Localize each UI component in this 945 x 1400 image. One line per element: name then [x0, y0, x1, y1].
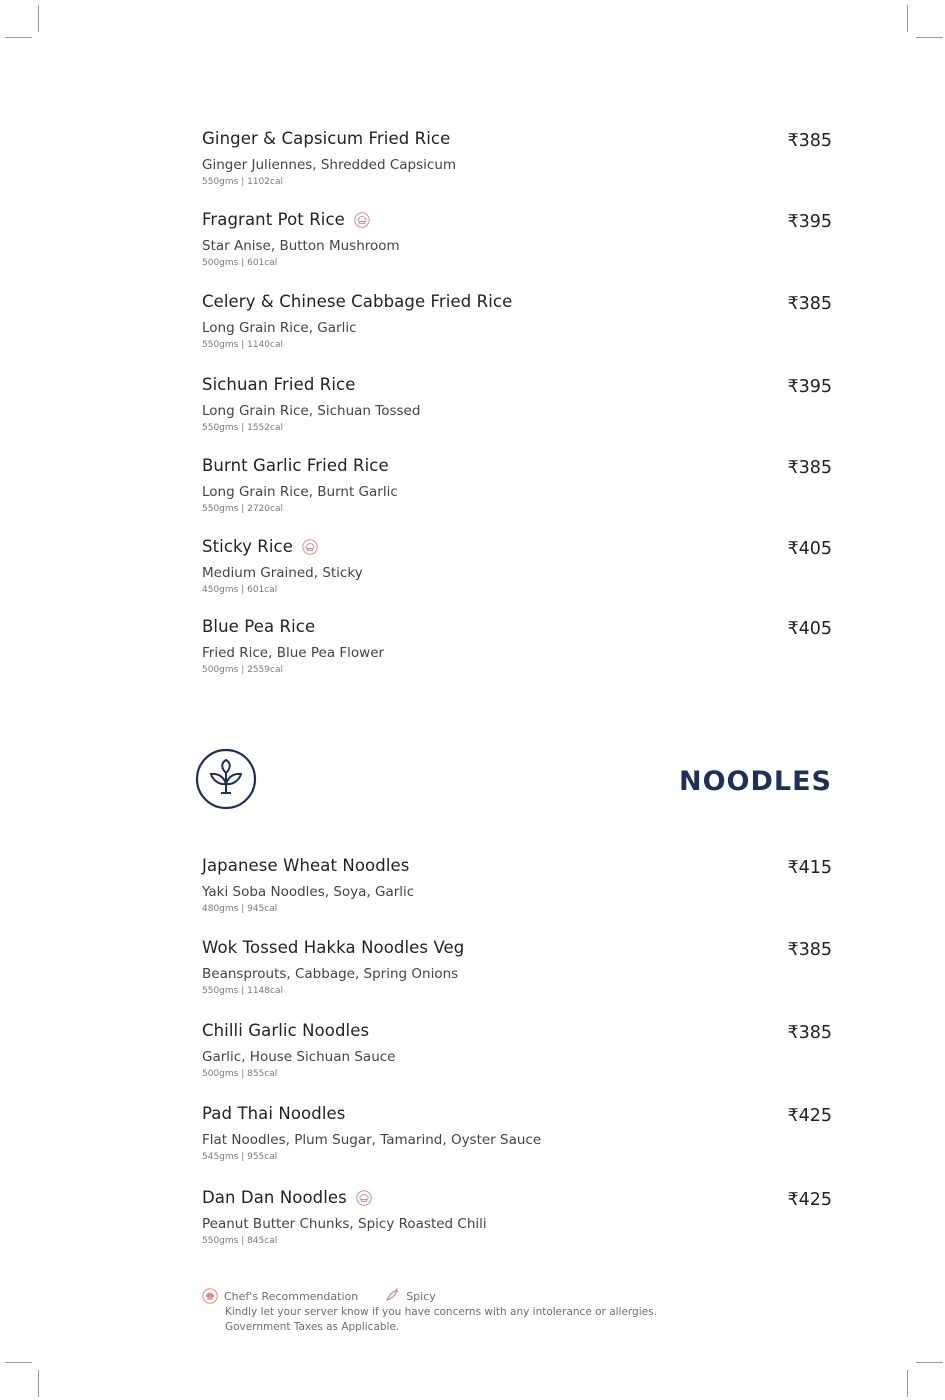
item-nutrition: 545gms | 955cal: [202, 1152, 278, 1162]
item-nutrition: 550gms | 1140cal: [202, 340, 283, 350]
crop-mark: [38, 5, 39, 32]
item-name-text: Dan Dan Noodles: [202, 1188, 347, 1207]
item-name: [202, 292, 832, 312]
item-description: Star Anise, Button Mushroom: [202, 238, 400, 254]
item-nutrition: 500gms | 855cal: [202, 1069, 278, 1079]
item-price: ₹415: [787, 858, 832, 878]
legend-spicy-label: Spicy: [406, 1289, 436, 1303]
item-name: [202, 1104, 832, 1124]
legend-chef-label: Chef's Recommendation: [224, 1289, 359, 1303]
chef-hat-icon: [354, 212, 370, 228]
crop-mark: [5, 1362, 32, 1363]
menu-item: [202, 375, 832, 434]
crop-mark: [916, 1362, 943, 1363]
item-name-text: Celery & Chinese Cabbage Fried Rice: [202, 292, 513, 311]
item-nutrition: 550gms | 1102cal: [202, 177, 283, 187]
menu-item: [202, 938, 832, 997]
leaf-circle-icon: [195, 748, 257, 810]
item-description: Long Grain Rice, Garlic: [202, 320, 357, 336]
tax-note: Government Taxes as Applicable.: [225, 1321, 400, 1333]
item-name-text: Pad Thai Noodles: [202, 1104, 346, 1123]
item-name-text: Japanese Wheat Noodles: [202, 856, 410, 875]
item-price: ₹395: [787, 377, 832, 397]
item-name-text: Burnt Garlic Fried Rice: [202, 456, 389, 475]
menu-item: [202, 210, 832, 269]
item-price: ₹385: [787, 1023, 832, 1043]
item-price: ₹385: [787, 131, 832, 151]
crop-mark: [5, 37, 32, 38]
item-name: [202, 210, 832, 230]
item-nutrition: 550gms | 1148cal: [202, 986, 283, 996]
item-description: Fried Rice, Blue Pea Flower: [202, 645, 385, 661]
item-description: Peanut Butter Chunks, Spicy Roasted Chili: [202, 1216, 487, 1232]
menu-item: [202, 617, 832, 676]
item-price: ₹395: [787, 212, 832, 232]
item-name-text: Wok Tossed Hakka Noodles Veg: [202, 938, 465, 957]
item-name-text: Ginger & Capsicum Fried Rice: [202, 129, 451, 148]
item-nutrition: 450gms | 601cal: [202, 585, 278, 595]
item-name-text: Sticky Rice: [202, 537, 293, 556]
item-name-text: Chilli Garlic Noodles: [202, 1021, 370, 1040]
item-nutrition: 500gms | 601cal: [202, 258, 278, 268]
item-price: ₹385: [787, 458, 832, 478]
item-price: ₹385: [787, 940, 832, 960]
menu-item: [202, 129, 832, 188]
item-name: [202, 856, 832, 876]
item-description: Long Grain Rice, Sichuan Tossed: [202, 403, 421, 419]
item-name: [202, 456, 832, 476]
item-nutrition: 480gms | 945cal: [202, 904, 278, 914]
item-price: ₹425: [787, 1106, 832, 1126]
crop-mark: [38, 1370, 39, 1397]
crop-mark: [907, 5, 908, 32]
item-name: [202, 537, 832, 557]
item-price: ₹385: [787, 294, 832, 314]
menu-item: [202, 292, 832, 351]
item-nutrition: 550gms | 845cal: [202, 1236, 278, 1246]
menu-item: [202, 856, 832, 915]
item-description: Yaki Soba Noodles, Soya, Garlic: [202, 884, 415, 900]
item-description: Garlic, House Sichuan Sauce: [202, 1049, 396, 1065]
item-description: Flat Noodles, Plum Sugar, Tamarind, Oyster Sauce: [202, 1132, 542, 1148]
chef-hat-icon: [202, 1288, 218, 1304]
item-name-text: Sichuan Fried Rice: [202, 375, 356, 394]
item-description: Medium Grained, Sticky: [202, 565, 363, 581]
item-price: ₹425: [787, 1190, 832, 1210]
item-description: Ginger Juliennes, Shredded Capsicum: [202, 157, 457, 173]
item-name: [202, 1188, 832, 1208]
menu-item: [202, 1021, 832, 1080]
item-nutrition: 500gms | 2559cal: [202, 665, 283, 675]
item-name-text: Fragrant Pot Rice: [202, 210, 345, 229]
menu-item: [202, 537, 832, 596]
chef-hat-icon: [356, 1190, 372, 1206]
item-name-text: Blue Pea Rice: [202, 617, 316, 636]
item-name: [202, 129, 832, 149]
item-description: Beansprouts, Cabbage, Spring Onions: [202, 966, 459, 982]
legend: [202, 1287, 657, 1335]
menu-item: [202, 456, 832, 515]
item-nutrition: 550gms | 1552cal: [202, 423, 283, 433]
chili-icon: [384, 1287, 400, 1306]
menu-item: [202, 1188, 832, 1247]
item-price: ₹405: [787, 619, 832, 639]
item-name: [202, 1021, 832, 1041]
item-nutrition: 550gms | 2720cal: [202, 504, 283, 514]
crop-mark: [907, 1370, 908, 1397]
crop-mark: [916, 37, 943, 38]
allergy-note: Kindly let your server know if you have concerns with any intolerance or allergies.: [225, 1306, 657, 1318]
menu-item: [202, 1104, 832, 1163]
item-description: Long Grain Rice, Burnt Garlic: [202, 484, 398, 500]
chef-hat-icon: [302, 539, 318, 555]
item-name: [202, 375, 832, 395]
item-name: [202, 617, 832, 637]
section-title: NOODLES: [678, 766, 832, 797]
item-price: ₹405: [787, 539, 832, 559]
item-name: [202, 938, 832, 958]
